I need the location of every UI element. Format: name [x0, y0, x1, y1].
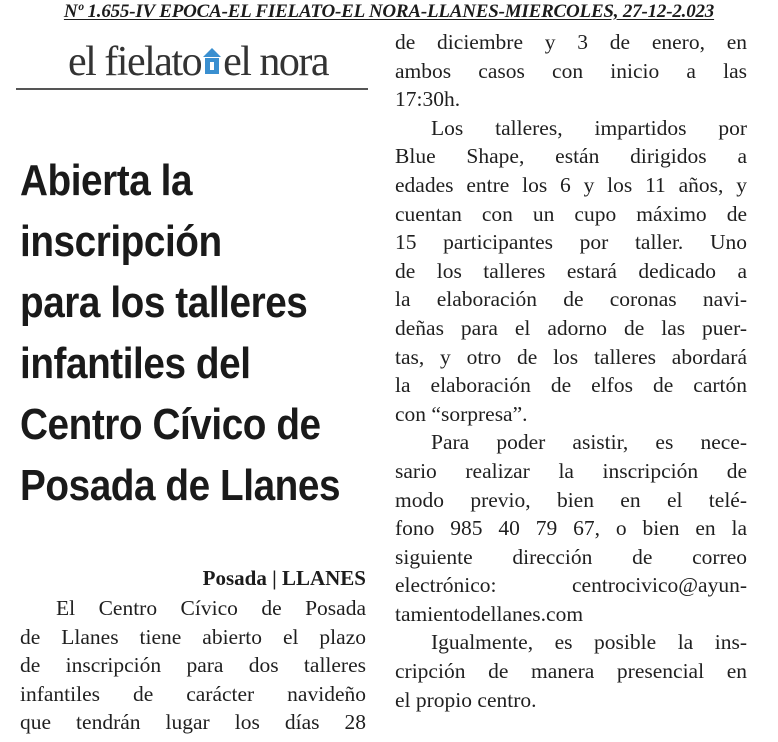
body-line: Blue Shape, están dirigidos a	[395, 144, 747, 169]
body-line: de diciembre y 3 de enero, en	[395, 30, 747, 54]
article-headline	[20, 150, 341, 516]
house-icon	[202, 46, 222, 76]
body-line: cuentan con un cupo máximo de	[395, 201, 747, 226]
body-column-right	[395, 28, 747, 714]
headline-line: inscripción	[20, 217, 222, 266]
body-line: el propio centro.	[395, 687, 537, 712]
body-line: sario realizar la inscripción de	[395, 458, 747, 483]
body-line: 17:30h.	[395, 87, 461, 112]
body-line: tamientodellanes.com	[395, 601, 584, 626]
masthead-right-text: el nora	[223, 39, 329, 85]
body-line: siguiente dirección de correo	[395, 544, 747, 569]
body-line: ambos casos con inicio a las	[395, 58, 747, 83]
masthead-divider	[16, 88, 368, 90]
body-line: electrónico: centrocivico@ayun-	[395, 573, 747, 598]
body-column-left	[20, 594, 366, 737]
masthead-left-text: el fielato	[68, 39, 202, 85]
body-line: tas, y otro de los talleres abordará	[395, 344, 747, 369]
body-line: infantiles de carácter navideño	[20, 681, 366, 706]
body-line: fono 985 40 79 67, o bien en la	[395, 516, 747, 541]
issue-line: Nº 1.655-IV EPOCA-EL FIELATO-EL NORA-LLANES-MIERCOLES, 27-12-2.023	[63, 1, 715, 22]
body-line: Para poder asistir, es nece-	[431, 430, 747, 455]
body-line: deñas para el adorno de las puer-	[395, 315, 747, 340]
body-line: de Llanes tiene abierto el plazo	[20, 624, 366, 649]
body-line: la elaboración de coronas navi-	[395, 287, 747, 312]
body-line: la elaboración de elfos de cartón	[395, 373, 747, 398]
body-line: 15 participantes por taller. Uno	[395, 230, 747, 255]
headline-line: Abierta la	[20, 156, 193, 205]
body-line: con “sorpresa”.	[395, 401, 528, 426]
body-line: que tendrán lugar los días 28	[20, 710, 366, 735]
body-line: Igualmente, es posible la ins-	[431, 630, 747, 655]
headline-line: Posada de Llanes	[20, 461, 341, 510]
body-line: modo previo, bien en el telé-	[395, 487, 747, 512]
headline-line: infantiles del	[20, 339, 251, 388]
headline-line: Centro Cívico de	[20, 400, 321, 449]
masthead-logo	[68, 40, 368, 84]
body-line: cripción de manera presencial en	[395, 659, 747, 684]
article-byline: Posada | LLANES	[202, 566, 366, 590]
body-line: Los talleres, impartidos por	[431, 115, 747, 140]
body-line: de inscripción para dos talleres	[20, 653, 366, 678]
body-line: de los talleres estará dedicado a	[395, 258, 747, 283]
body-line: edades entre los 6 y los 11 años, y	[395, 172, 747, 197]
headline-line: para los talleres	[20, 278, 308, 327]
body-line: El Centro Cívico de Posada	[56, 596, 366, 620]
